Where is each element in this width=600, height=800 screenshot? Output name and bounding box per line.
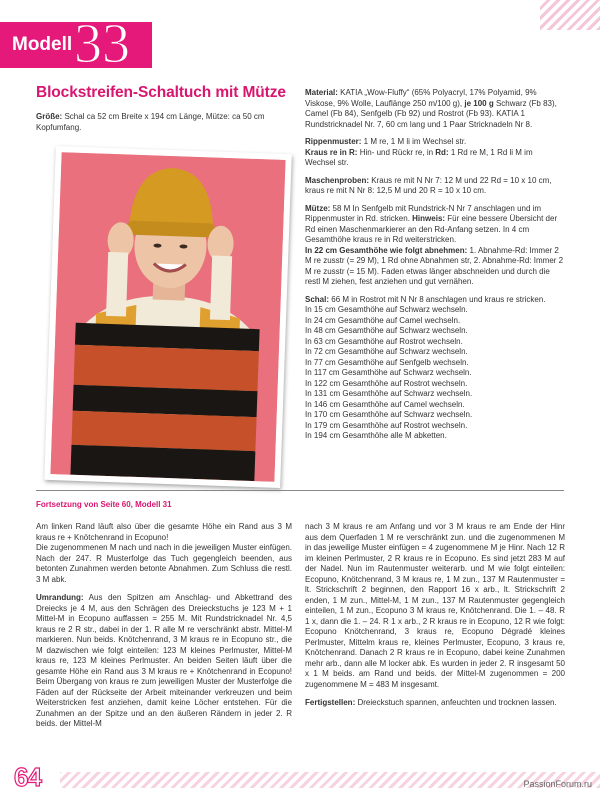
page-number: 64 — [14, 762, 41, 792]
model-number: 33 — [74, 13, 130, 75]
continuation-p1 — [36, 522, 292, 585]
continuation-right-column — [305, 522, 565, 717]
size-text: Schal ca 52 cm Breite x 194 cm Länge, Mütze: ca 50 cm Kopfumfang. — [36, 112, 265, 132]
scarf-line: In 122 cm Gesamthöhe auf Rostrot wechseln. — [305, 378, 468, 388]
continuation-left-column — [36, 522, 292, 738]
hat-text-cont: Für eine bessere Übersicht der Rd einen Maschenmarkierer an den Rd-Anfang setzen. In 4 cm Gesamthöhe kraus re in Rd weiterstricken. — [305, 214, 558, 244]
scarf-line: In 194 cm Gesamthöhe alle M abketten. — [305, 431, 447, 440]
edge-label: Umrandung: — [36, 593, 84, 602]
model-photo — [50, 152, 285, 482]
scarf-line: In 72 cm Gesamthöhe auf Schwarz wechseln. — [305, 347, 468, 356]
scarf-text: 66 M in Rostrot mit N Nr 8 anschlagen und kraus re stricken. — [329, 294, 546, 304]
continuation-p1-text: Am linken Rand läuft also über die gesamte Höhe ein Rand aus 3 M kraus re + Knötchenrand in Ecopuno! — [36, 522, 292, 542]
material-text-cont: Schwarz (Fb 83), Camel (Fb 84), Senfgelb (Fb 92) und Rostrot (Fb 93). KATIA 1 Rundstricknadel Nr. 7, 60 cm lang und 1 Paar Stricknadeln Nr 8. — [305, 98, 557, 129]
gauge-label: Maschenproben: — [305, 175, 370, 185]
pattern-paragraph — [305, 137, 565, 169]
edge-paragraph — [36, 593, 292, 730]
finish-paragraph — [305, 698, 565, 709]
finish-text: Dreieckstuch spannen, anfeuchten und trocknen lassen. — [355, 698, 557, 707]
continuation-heading: Fortsetzung von Seite 60, Modell 31 — [36, 500, 172, 509]
scarf-line: In 146 cm Gesamthöhe auf Camel wechseln. — [305, 399, 465, 409]
continuation-p2-text: Die zugenommenen M nach und nach in die jeweiligen Muster einfügen. Nach der 247. R Musterfolge das Tuch gegengleich beenden, aus betonten Zunahmen werden betonte Abnahmen. Zum Schluss die restl. 3 M abk. — [36, 543, 292, 584]
hint-label: Hinweis: — [412, 214, 446, 223]
model-label: Modell — [12, 34, 73, 55]
scarf-line: In 77 cm Gesamthöhe auf Senfgelb wechseln. — [305, 357, 469, 367]
scarf-line: In 170 cm Gesamthöhe auf Schwarz wechseln. — [305, 410, 473, 419]
gauge-text: Kraus re mit N Nr 7: 12 M und 22 Rd = 10 x 10 cm, kraus re mit N Nr 8: 12,5 M und 20 R = 10 x 10 cm. — [305, 175, 552, 195]
material-text: KATIA „Wow-Fluffy“ (65% Polyacryl, 17% Polyamid, 9% Viskose, 9% Wolle, Lauflänge 250 m/100 g), — [305, 88, 537, 108]
scarf-line: In 15 cm Gesamthöhe auf Schwarz wechseln. — [305, 305, 468, 314]
scarf-paragraph — [305, 295, 565, 442]
finish-label: Fertigstellen: — [305, 698, 356, 707]
rippen-text: 1 M re, 1 M li im Wechsel str. — [361, 137, 467, 146]
scarf-color-change-list — [305, 305, 472, 440]
knitted-scarf-hat-illustration — [50, 152, 285, 482]
decrease-text: 1. Abnahme-Rd: Immer 2 M re zusstr (= 29 M), 1 Rd ohne Abnahmen str, 2. Abnahme-Rd: Immer 2 M re zusstr (= 15 M). Faden etwas länger abschneiden und durch die restl M ziehen, fest anziehen und gut vernähen. — [305, 245, 564, 286]
continuation-right-p1: nach 3 M kraus re am Anfang und vor 3 M kraus re am Ende der Hinr aus dem Querfaden 1 M re verschränkt zun. und die zugenommenen M in das jeweilige Muster einfügen = 4 zugenommene M je Hinr. Nach 12 R im kleinen Perlmuster, 2 R kraus re in Ecopuno. Es sind jetzt 283 M auf der Nadel. Nun im Rautenmuster weiterarb. und M wie folgt einteilen: Ecopuno, Knötchenrand, 3 M kraus re, 1 M zun., 137 M Rautenmuster = lt. Strickschrift 2 beginnen, den Rapport 16 x arb., lt. Strickschrift 2 enden, 1 M zun., Mittel-M, 1 M zun., 137 M Rautenmuster gegengleich einteilen, 1 M zun., Ecopuno 3 M kraus re, Knötchenrand. Die 1. – 48. R 1 x, dann die 1. – 24. R 1 x arb., 2 R kraus re in Ecopuno, 12 R wie folgt: Ecopuno Knötchenrand, 3 kraus re, Ecopuno Dégradé kleines Perlmuster, Mittelm kraus re, kleines Perlmuster, Ecopuno, 3 kraus re, Knötchenrand. Danach 2 R kraus re in Ecopuno, dabei keine Zunahmen mehr arb., dann alle M locker abk. Es wurden in jeder 2. R insgesamt 50 x 1 M beids. am Rand und beids. der Mittel-M zugenommen = 200 zugenommene M = 483 M insgesamt. — [305, 522, 565, 689]
section-divider — [36, 490, 564, 491]
edge-text: Aus den Spitzen am Anschlag- und Abkettrand des Dreiecks je 4 M, aus den Schrägen des Dreieckstuchs je 123 M + 1 Mittel-M in Ecopuno auffassen = 255 M. Mit Rundstricknadel Nr. 4,5 kraus re 2 R str., dabei in der 1. R alle M re verschränkt abstr. Mittel-M markieren. Nun beids. Knötchenrand, 3 M kraus re in Ecopuno str., die M dazwischen wie folgt einteilen: 123 M kleines Perlmuster, Mittel-M kraus re, 123 M kleines Perlmuster. An beiden Seiten läuft über die gesamte Höhe ein Rand aus 3 M kraus re + Knötchenrand in Ecopuno! Beim Übergang von kraus re zum jeweiligen Muster der Musterfolge die Fäden auf der Rückseite der Arbeit miteinander verkreuzen und beim Weiterstricken fest anziehen, damit keine Löcher entstehen. Für die Zunahmen an der Spitze und an den äußeren Rändern in jeder 2. R beids. der Mittel-M — [36, 593, 292, 728]
hat-paragraph — [305, 204, 565, 288]
size-info — [36, 112, 298, 133]
scarf-line: In 179 cm Gesamthöhe auf Rostrot wechseln. — [305, 420, 468, 430]
material-label: Material: — [305, 88, 338, 97]
gauge-paragraph — [305, 176, 565, 197]
size-label: Größe: — [36, 112, 63, 121]
kraus-text: Hin- und Rückr re, in — [357, 147, 436, 157]
scarf-line: In 117 cm Gesamthöhe auf Schwarz wechseln. — [305, 368, 472, 377]
model-photo-frame — [44, 146, 292, 488]
rippen-label: Rippenmuster: — [305, 137, 362, 146]
material-paragraph — [305, 88, 565, 130]
instructions-column — [305, 88, 565, 449]
decrease-label: In 22 cm Gesamthöhe wie folgt abnehmen: — [305, 245, 468, 255]
kraus-label: Kraus re in R: — [305, 147, 358, 157]
scarf-line: In 48 cm Gesamthöhe auf Schwarz wechseln. — [305, 326, 468, 335]
kraus-rd-text: 1 Rd re M, 1 Rd li M im Wechsel str. — [305, 147, 533, 167]
page-title: Blockstreifen-Schaltuch mit Mütze — [36, 84, 286, 101]
scarf-line: In 131 cm Gesamthöhe auf Schwarz wechseln. — [305, 389, 473, 398]
hat-text: 58 M In Senfgelb mit Rundstrick-N Nr 7 anschlagen und im Rippenmuster in Rd. stricken. — [305, 203, 542, 223]
model-badge — [0, 13, 152, 75]
watermark: PassionForum.ru — [523, 779, 592, 789]
corner-stripes-decoration — [540, 0, 600, 30]
footer-stripes-decoration — [60, 772, 600, 788]
kraus-rd-label: Rd: — [435, 147, 449, 157]
scarf-line: In 24 cm Gesamthöhe auf Camel wechseln. — [305, 315, 461, 325]
material-bold: je 100 g — [464, 98, 494, 108]
scarf-label: Schal: — [305, 294, 330, 304]
scarf-line: In 63 cm Gesamthöhe auf Rostrot wechseln. — [305, 336, 463, 346]
hat-label: Mütze: — [305, 203, 331, 213]
